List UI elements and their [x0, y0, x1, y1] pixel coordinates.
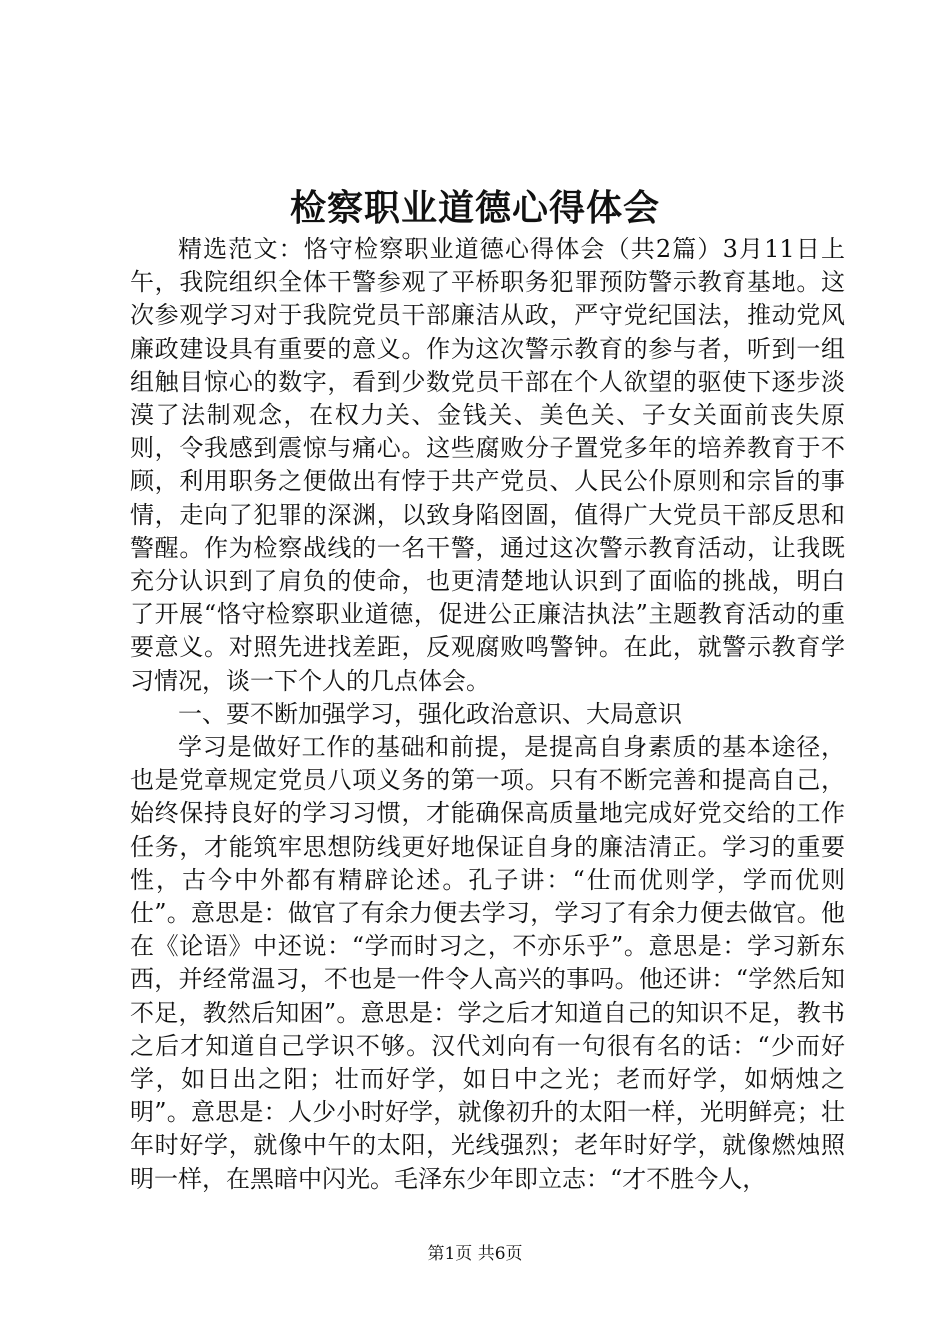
paragraph-intro: 精选范文：恪守检察职业道德心得体会（共2篇）3月11日上午，我院组织全体干警参观了平桥职务犯罪预防警示教育基地。这次参观学习对于我院党员干部廉洁从政，严守党纪国法，推动党风廉政建设具有重要的意义。作为这次警示教育的参与者，听到一组组触目惊心的数字，看到少数党员干部在个人欲望的驱使下逐步淡漠了法制观念，在权力关、金钱关、美色关、子女关面前丧失原则，令我感到震惊与痛心。这些腐败分子置党多年的培养教育于不顾，利用职务之便做出有悖于共产党员、人民公仆原则和宗旨的事情，走向了犯罪的深渊，以致身陷囹圄，值得广大党员干部反思和警醒。作为检察战线的一名干警，通过这次警示教育活动，让我既充分认识到了肩负的使命，也更清楚地认识到了面临的挑战，明白了开展“恪守检察职业道德，促进公正廉洁执法”主题教育活动的重要意义。对照先进找差距，反观腐败鸣警钟。在此，就警示教育学习情况，谈一下个人的几点体会。: [130, 235, 845, 695]
document-title: 检察职业道德心得体会: [289, 187, 660, 229]
page-number-footer: 第1页 共6页: [427, 1244, 523, 1264]
paragraph-study: 学习是做好工作的基础和前提，是提高自身素质的基本途径，也是党章规定党员八项义务的第一项。只有不断完善和提高自己，始终保持良好的学习习惯，才能确保高质量地完成好党交给的工作任务，才能筑牢思想防线更好地保证自身的廉洁清正。学习的重要性，古今中外都有精辟论述。孔子讲：“仕而优则学，学而优则仕”。意思是：做官了有余力便去学习，学习了有余力便去做官。他在《论语》中还说：“学而时习之，不亦乐乎”。意思是：学习新东西，并经常温习，不也是一件令人高兴的事吗。他还讲：“学然后知不足，教然后知困”。意思是：学之后才知道自己的知识不足，教书之后才知道自己学识不够。汉代刘向有一句很有名的话：“少而好学，如日出之阳；壮而好学，如日中之光；老而好学，如炳烛之明”。意思是：人少小时好学，就像初升的太阳一样，光明鲜亮；壮年时好学，就像中午的太阳，光线强烈；老年时好学，就像燃烛照明一样，在黑暗中闪光。毛泽东少年即立志：“才不胜今人，: [130, 733, 845, 1193]
document-body: [130, 233, 845, 1196]
section-heading-1: 一、要不断加强学习，强化政治意识、大局意识: [178, 699, 682, 728]
